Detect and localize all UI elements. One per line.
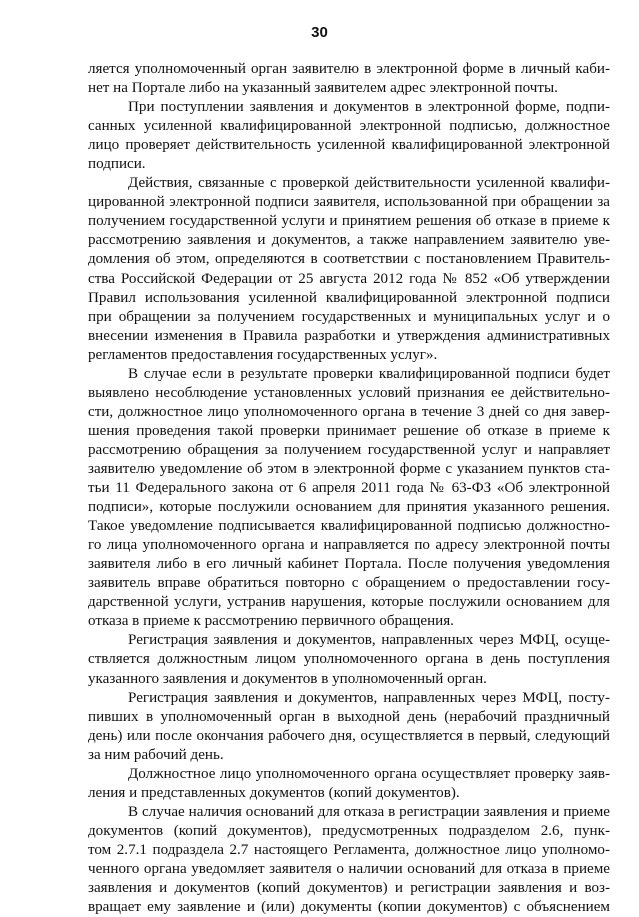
text-line: го лица уполномоченного органа и направляется по адресу электронной почты	[88, 537, 610, 554]
paragraph	[88, 98, 610, 174]
text-line: рассмотрению заявления и документов, а также направлением заявителю уве-	[88, 232, 610, 249]
text-line: Такое уведомление подписывается квалифицированной подписью должностно-	[88, 518, 610, 535]
text-line: Должностное лицо уполномоченного органа осуществляет проверку заяв-	[128, 765, 610, 782]
paragraph	[88, 689, 610, 765]
text-line: тьи 11 Федерального закона от 6 апреля 2011 года № 63-ФЗ «Об электронной	[88, 480, 610, 497]
text-line: Регистрация заявления и документов, направленных через МФЦ, осуще-	[128, 632, 610, 649]
text-line: заявителю уведомление об этом в электронной форме с указанием пунктов ста-	[88, 460, 610, 477]
text-line: заявителя либо в его личный кабинет Портала. После получения уведомления	[88, 556, 610, 573]
text-line: ляется уполномоченный орган заявителю в электронной форме в личный каби-	[88, 61, 610, 77]
text-line: документов (копий документов), предусмотренных подразделом 2.6, пунк-	[88, 822, 610, 839]
text-line: шения проведения такой проверки принимает решение об отказе в приеме к	[88, 422, 610, 439]
text-line: регламентов предоставления государственных услуг».	[88, 346, 438, 363]
text-line: при обращении за получением государственных и муниципальных услуг и о	[88, 308, 610, 325]
text-line: отказа в приеме к рассмотрению первичного обращения.	[88, 613, 454, 630]
text-line: домления об этом, определяются в соответствии с постановлением Правитель-	[88, 251, 610, 268]
text-line: дарственной услуги, устранив нарушения, которые послужили основанием для	[88, 594, 610, 611]
page-number: 30	[311, 24, 328, 41]
text-line: Действия, связанные с проверкой действительности усиленной квалифи-	[128, 175, 610, 192]
text-line: указанного заявления и документов в уполномоченный орган.	[88, 670, 487, 687]
text-line: В случае наличия оснований для отказа в регистрации заявления и приеме	[128, 803, 610, 820]
document-body	[88, 60, 610, 917]
text-line: При поступлении заявления и документов в электронной форме, подпи-	[128, 99, 610, 116]
text-line: выявлено несоблюдение установленных условий признания ее действительно-	[88, 384, 610, 401]
text-line: санных усиленной квалифицированной электронной подписью, должностное	[88, 118, 610, 135]
text-line: лицо проверяет действительность усиленной квалифицированной электронной	[88, 137, 610, 154]
text-line: за ним рабочий день.	[88, 746, 224, 763]
paragraph	[88, 174, 610, 364]
text-line: В случае если в результате проверки квалифицированной подписи будет	[128, 365, 610, 382]
text-line: вращает ему заявление и (или) документы (копии документов) с объяснением	[88, 899, 610, 916]
text-line: день) или после окончания рабочего дня, осуществляется в первый, следующий	[88, 727, 610, 744]
text-line: ствляется должностным лицом уполномоченного органа в день поступления	[88, 651, 610, 668]
paragraph	[88, 803, 610, 917]
text-line: рассмотрению обращения за получением государственной услуг и направляет	[88, 441, 610, 458]
paragraph	[88, 60, 610, 98]
text-line: внесении изменения в Правила разработки и утверждения административных	[88, 327, 610, 344]
text-line: заявления и документов (копий документов) и регистрации заявления и воз-	[88, 880, 610, 897]
text-line: ченного органа уведомляет заявителя о наличии оснований для отказа в приеме	[88, 860, 610, 877]
paragraph	[88, 765, 610, 803]
paragraph	[88, 631, 610, 688]
text-line: сти, должностное лицо уполномоченного органа в течение 3 дней со дня завер-	[88, 403, 610, 420]
text-line: заявитель вправе обратиться повторно с обращением о предоставлении госу-	[88, 575, 610, 592]
text-line: Регистрация заявления и документов, направленных через МФЦ, посту-	[128, 689, 610, 706]
text-line: пивших в уполномоченный орган в выходной день (нерабочий праздничный	[88, 708, 610, 725]
text-line: том 2.7.1 подраздела 2.7 настоящего Регламента, должностное лицо уполномо-	[88, 841, 610, 858]
text-line: нет на Портале либо на указанный заявителем адрес электронной почты.	[88, 80, 558, 97]
text-line: подписи.	[88, 156, 146, 173]
text-line: Правил использования усиленной квалифицированной электронной подписи	[88, 289, 610, 306]
text-line: получением государственной услуги и принятием решения об отказе в приеме к	[88, 213, 610, 230]
text-line: подписи», которые послужили основанием для принятия указанного решения.	[88, 499, 610, 516]
text-line: цированной электронной подписи заявителя, использованной при обращении за	[88, 194, 610, 211]
text-line: ления и представленных документов (копий документов).	[88, 784, 460, 801]
text-line: ства Российской Федерации от 25 августа 2012 года № 852 «Об утверждении	[88, 270, 610, 287]
paragraph	[88, 365, 610, 632]
